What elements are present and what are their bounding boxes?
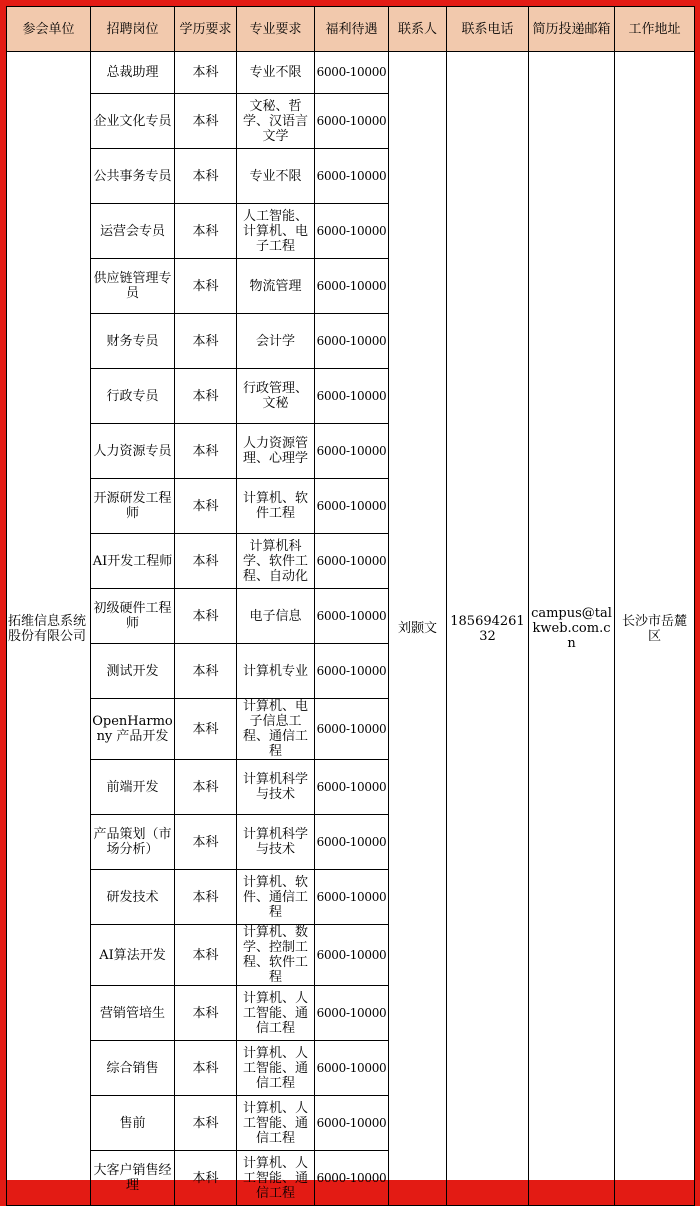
education-cell: 本科: [175, 760, 237, 815]
education-cell: 本科: [175, 870, 237, 925]
header-row: [7, 7, 695, 52]
header-email: 简历投递邮箱: [529, 7, 615, 52]
position-cell: 测试开发: [91, 644, 175, 699]
salary-cell: 6000-10000: [315, 94, 389, 149]
major-cell: 人工智能、计算机、电子工程: [237, 204, 315, 259]
company-cell: 拓维信息系统股份有限公司: [7, 52, 91, 1206]
position-cell: 行政专员: [91, 369, 175, 424]
table-body: [7, 52, 695, 1206]
education-cell: 本科: [175, 314, 237, 369]
position-cell: 财务专员: [91, 314, 175, 369]
salary-cell: 6000-10000: [315, 815, 389, 870]
header-major: 专业要求: [237, 7, 315, 52]
position-cell: 大客户销售经理: [91, 1151, 175, 1206]
major-cell: 物流管理: [237, 259, 315, 314]
position-cell: 产品策划（市场分析）: [91, 815, 175, 870]
salary-cell: 6000-10000: [315, 424, 389, 479]
major-cell: 文秘、哲学、汉语言文学: [237, 94, 315, 149]
major-cell: 会计学: [237, 314, 315, 369]
salary-cell: 6000-10000: [315, 644, 389, 699]
position-cell: 前端开发: [91, 760, 175, 815]
education-cell: 本科: [175, 925, 237, 986]
position-cell: 企业文化专员: [91, 94, 175, 149]
position-cell: 研发技术: [91, 870, 175, 925]
major-cell: 计算机、人工智能、通信工程: [237, 1041, 315, 1096]
salary-cell: 6000-10000: [315, 149, 389, 204]
salary-cell: 6000-10000: [315, 314, 389, 369]
major-cell: 计算机、数学、控制工程、软件工程: [237, 925, 315, 986]
education-cell: 本科: [175, 815, 237, 870]
education-cell: 本科: [175, 204, 237, 259]
major-cell: 计算机、软件、通信工程: [237, 870, 315, 925]
position-cell: OpenHarmony 产品开发: [91, 699, 175, 760]
major-cell: 计算机、人工智能、通信工程: [237, 986, 315, 1041]
salary-cell: 6000-10000: [315, 870, 389, 925]
phone-cell: 18569426132: [447, 52, 529, 1206]
major-cell: 人力资源管理、心理学: [237, 424, 315, 479]
major-cell: 电子信息: [237, 589, 315, 644]
major-cell: 计算机、软件工程: [237, 479, 315, 534]
salary-cell: 6000-10000: [315, 479, 389, 534]
major-cell: 计算机、人工智能、通信工程: [237, 1151, 315, 1206]
education-cell: 本科: [175, 986, 237, 1041]
salary-cell: 6000-10000: [315, 1096, 389, 1151]
education-cell: 本科: [175, 699, 237, 760]
header-salary: 福利待遇: [315, 7, 389, 52]
education-cell: 本科: [175, 1096, 237, 1151]
major-cell: 计算机专业: [237, 644, 315, 699]
major-cell: 计算机、电子信息工程、通信工程: [237, 699, 315, 760]
salary-cell: 6000-10000: [315, 925, 389, 986]
major-cell: 计算机科学与技术: [237, 760, 315, 815]
major-cell: 计算机、人工智能、通信工程: [237, 1096, 315, 1151]
education-cell: 本科: [175, 259, 237, 314]
email-cell[interactable]: campus@talkweb.com.cn: [529, 52, 615, 1206]
position-cell: 营销管培生: [91, 986, 175, 1041]
salary-cell: 6000-10000: [315, 534, 389, 589]
education-cell: 本科: [175, 52, 237, 94]
salary-cell: 6000-10000: [315, 259, 389, 314]
position-cell: 开源研发工程师: [91, 479, 175, 534]
education-cell: 本科: [175, 1041, 237, 1096]
header-position: 招聘岗位: [91, 7, 175, 52]
education-cell: 本科: [175, 1151, 237, 1206]
major-cell: 计算机科学、软件工程、自动化: [237, 534, 315, 589]
education-cell: 本科: [175, 149, 237, 204]
education-cell: 本科: [175, 644, 237, 699]
address-cell: 长沙市岳麓区: [615, 52, 695, 1206]
major-cell: 专业不限: [237, 52, 315, 94]
salary-cell: 6000-10000: [315, 760, 389, 815]
salary-cell: 6000-10000: [315, 204, 389, 259]
education-cell: 本科: [175, 589, 237, 644]
position-cell: AI算法开发: [91, 925, 175, 986]
education-cell: 本科: [175, 479, 237, 534]
salary-cell: 6000-10000: [315, 369, 389, 424]
major-cell: 计算机科学与技术: [237, 815, 315, 870]
header-contact: 联系人: [389, 7, 447, 52]
position-cell: 公共事务专员: [91, 149, 175, 204]
header-education: 学历要求: [175, 7, 237, 52]
recruitment-table: [6, 6, 695, 1206]
education-cell: 本科: [175, 94, 237, 149]
header-address: 工作地址: [615, 7, 695, 52]
position-cell: 运营会专员: [91, 204, 175, 259]
position-cell: 人力资源专员: [91, 424, 175, 479]
contact-cell: 刘颢文: [389, 52, 447, 1206]
salary-cell: 6000-10000: [315, 699, 389, 760]
salary-cell: 6000-10000: [315, 589, 389, 644]
salary-cell: 6000-10000: [315, 1041, 389, 1096]
position-cell: 售前: [91, 1096, 175, 1151]
position-cell: 供应链管理专员: [91, 259, 175, 314]
salary-cell: 6000-10000: [315, 986, 389, 1041]
table-row: [7, 52, 695, 94]
major-cell: 行政管理、文秘: [237, 369, 315, 424]
header-company: 参会单位: [7, 7, 91, 52]
salary-cell: 6000-10000: [315, 52, 389, 94]
major-cell: 专业不限: [237, 149, 315, 204]
education-cell: 本科: [175, 424, 237, 479]
education-cell: 本科: [175, 369, 237, 424]
position-cell: AI开发工程师: [91, 534, 175, 589]
job-table-frame: [6, 6, 694, 1201]
education-cell: 本科: [175, 534, 237, 589]
header-phone: 联系电话: [447, 7, 529, 52]
position-cell: 初级硬件工程师: [91, 589, 175, 644]
position-cell: 总裁助理: [91, 52, 175, 94]
position-cell: 综合销售: [91, 1041, 175, 1096]
salary-cell: 6000-10000: [315, 1151, 389, 1206]
